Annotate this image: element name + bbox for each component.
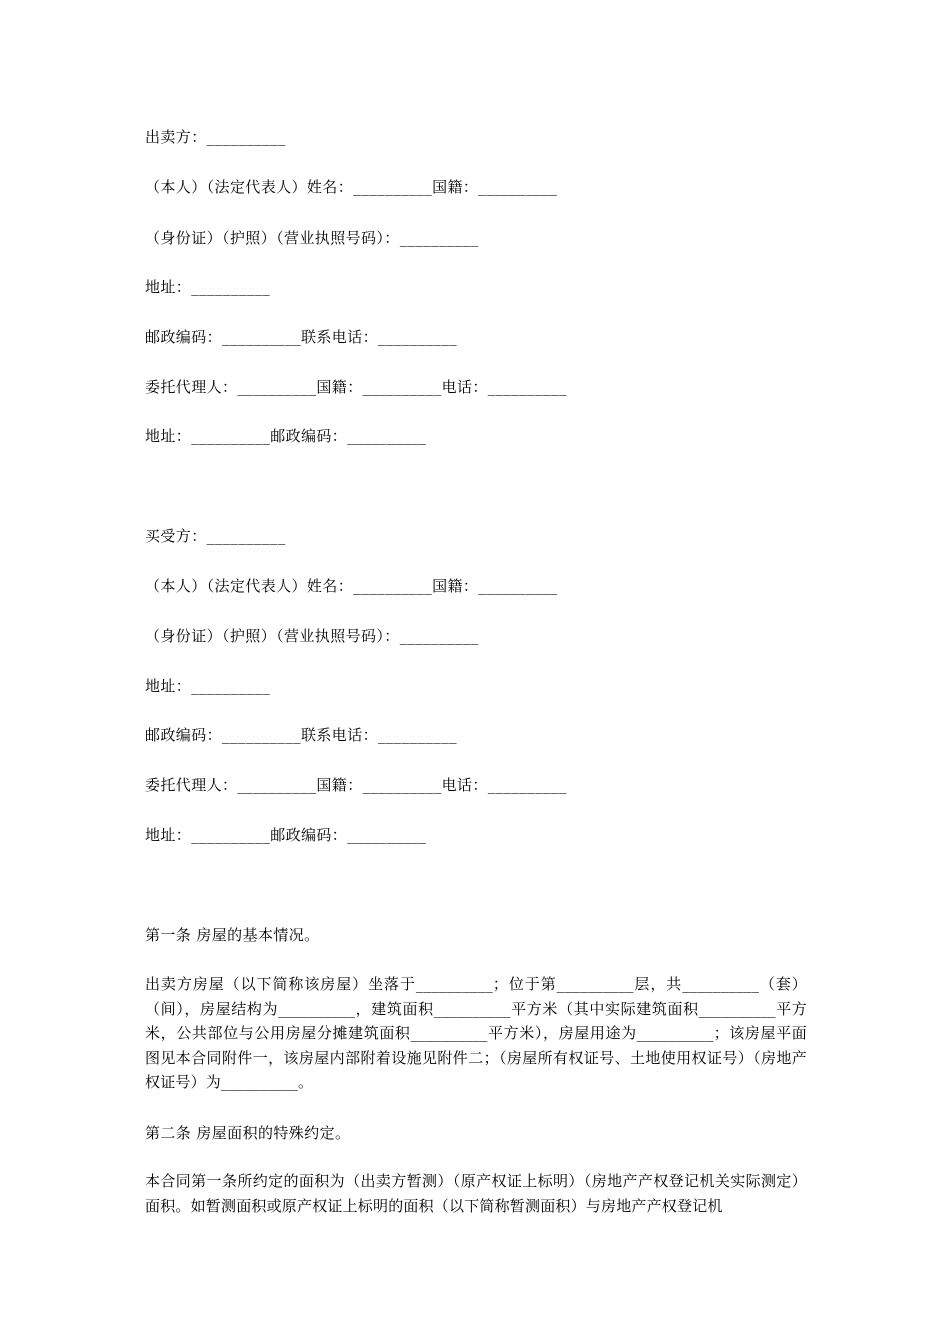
buyer-id-line: （身份证）（护照）（营业执照号码）：__________ bbox=[145, 627, 479, 645]
buyer-address: 地址：__________ bbox=[145, 677, 271, 695]
seller-address: 地址：__________ bbox=[145, 278, 271, 296]
article1-heading: 第一条 房屋的基本情况。 bbox=[145, 926, 320, 944]
seller-id-line: （身份证）（护照）（营业执照号码）：__________ bbox=[145, 229, 479, 247]
buyer-title: 买受方：__________ bbox=[145, 527, 286, 545]
article1-body: 出卖方房屋（以下简称该房屋）坐落于__________；位于第__________层，共__________（套）（间），房屋结构为__________，建筑面积__________平方米（其中实际建筑面积__________平方米，公共部位与公用房屋分摊建筑面积__________平方米），房屋用途为__________；该房屋平面图见本合同附件一，该房屋内部附着设施见附件二；（房屋所有权证号、土地使用权证号）（房地产权证号）为__________。 bbox=[145, 975, 807, 1091]
buyer-postal-phone: 邮政编码：__________联系电话：__________ bbox=[145, 726, 458, 744]
seller-title: 出卖方：__________ bbox=[145, 128, 286, 146]
buyer-address-postal: 地址：__________邮政编码：__________ bbox=[145, 826, 427, 844]
buyer-name-line: （本人）（法定代表人）姓名：__________国籍：__________ bbox=[145, 577, 558, 595]
article2-heading: 第二条 房屋面积的特殊约定。 bbox=[145, 1124, 351, 1142]
seller-agent: 委托代理人：__________国籍：__________电话：__________ bbox=[145, 378, 567, 396]
article2-body: 本合同第一条所约定的面积为（出卖方暂测）（原产权证上标明）（房地产产权登记机关实际测定）面积。如暂测面积或原产权证上标明的面积（以下简称暂测面积）与房地产产权登记机 bbox=[145, 1172, 807, 1215]
seller-postal-phone: 邮政编码：__________联系电话：__________ bbox=[145, 328, 458, 346]
seller-name-line: （本人）（法定代表人）姓名：__________国籍：__________ bbox=[145, 178, 558, 196]
seller-address-postal: 地址：__________邮政编码：__________ bbox=[145, 427, 427, 445]
buyer-agent: 委托代理人：__________国籍：__________电话：__________ bbox=[145, 776, 567, 794]
